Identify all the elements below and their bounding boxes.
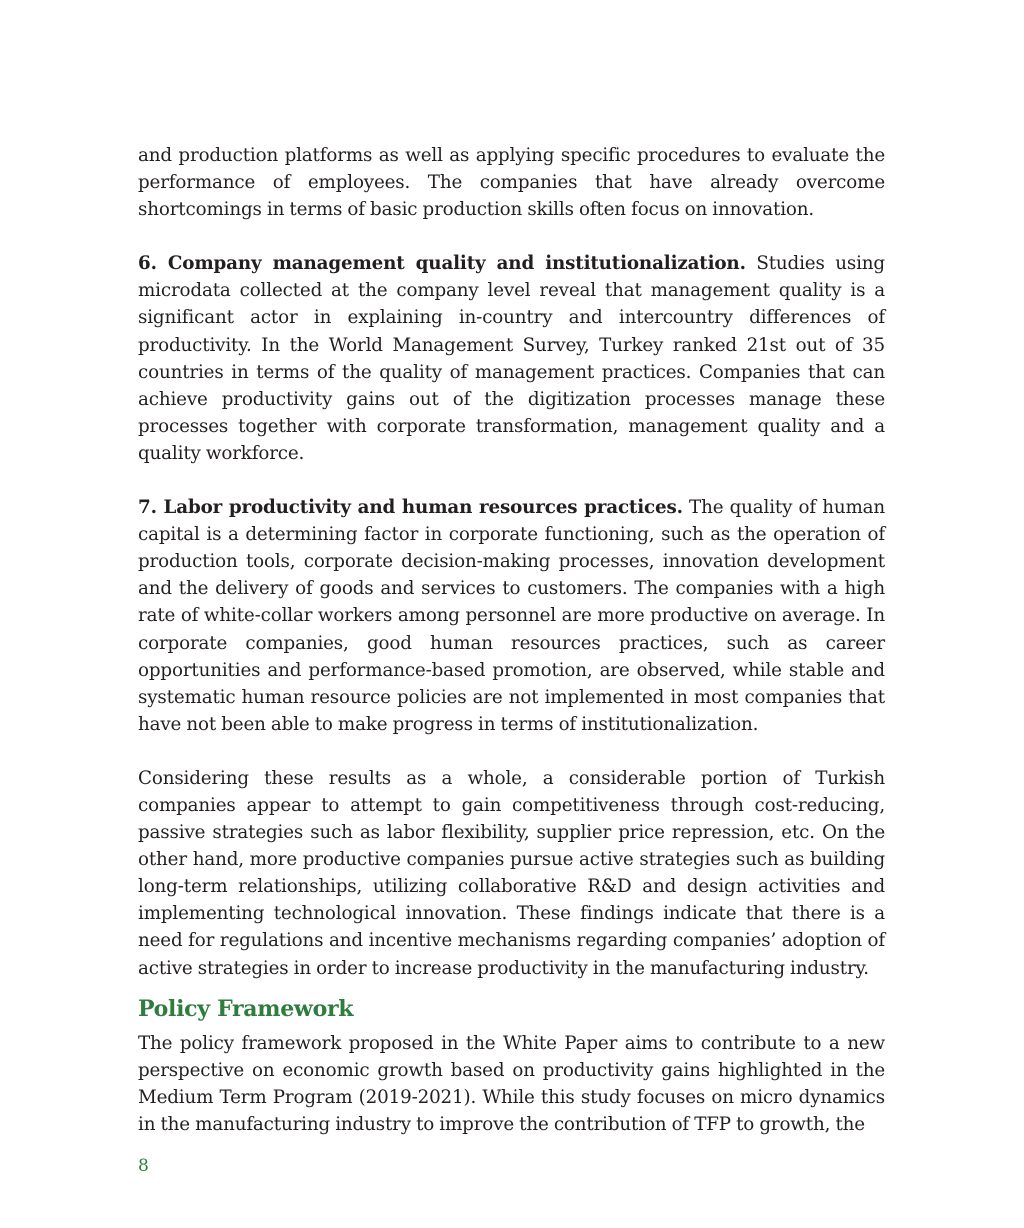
paragraph-gap [138,223,885,250]
paragraph-gap [138,738,885,765]
paragraph-gap [138,467,885,494]
paragraph-body-management-quality: Studies using microdata collected at the company level reveal that management quality is a significant actor in explaining in-country and intercountry differences of productivity. In the World Management Survey, Turkey ranked 21st out of 35 countries in terms of the quality of management practices. Companies that can achieve productivity gains out of the digitization processes manage these processes together with corporate transformation, management quality and a quality workforce. [138,253,885,464]
document-page [138,142,885,1138]
paragraph-lead-management-quality: 6. Company management quality and institutionalization. [138,253,746,275]
paragraph-lead-labor-productivity: 7. Labor productivity and human resources practices. [138,497,683,519]
section-heading-wrap [138,996,885,1022]
paragraph-conclusion: Considering these results as a whole, a considerable portion of Turkish companies appear to attempt to gain competitiveness through cost-reducing, passive strategies such as labor flexibility, supplier price repression, etc. On the other hand, more productive companies pursue active strategies such as building long-term relationships, utilizing collaborative R&D and design activities and implementing technological innovation. These findings indicate that there is a need for regulations and incentive mechanisms regarding companies’ adoption of active strategies in order to increase productivity in the manufacturing industry. [138,767,885,979]
paragraph-intro: and production platforms as well as applying specific procedures to evaluate the performance of employees. The companies that have already overcome shortcomings in terms of basic production skills often focus on innovation. [138,145,885,221]
section-heading: Policy Framework [138,995,354,1022]
page-number: 8 [138,1156,149,1176]
paragraph-labor-productivity [138,494,885,738]
paragraph-policy-framework: The policy framework proposed in the White Paper aims to contribute to a new perspective on economic growth based on productivity gains highlighted in the Medium Term Program (2019-2021). While this study focuses on micro dynamics in the manufacturing industry to improve the contribution of TFP to growth, the [138,1032,885,1135]
paragraph-management-quality [138,250,885,467]
paragraph-body-labor-productivity: The quality of human capital is a determining factor in corporate functioning, such as the operation of production tools, corporate decision-making processes, innovation development and the delivery of goods and services to customers. The companies with a high rate of white-collar workers among personnel are more productive on average. In corporate companies, good human resources practices, such as career opportunities and performance-based promotion, are observed, while stable and systematic human resource policies are not implemented in most companies that have not been able to make progress in terms of institutionalization. [138,497,886,735]
